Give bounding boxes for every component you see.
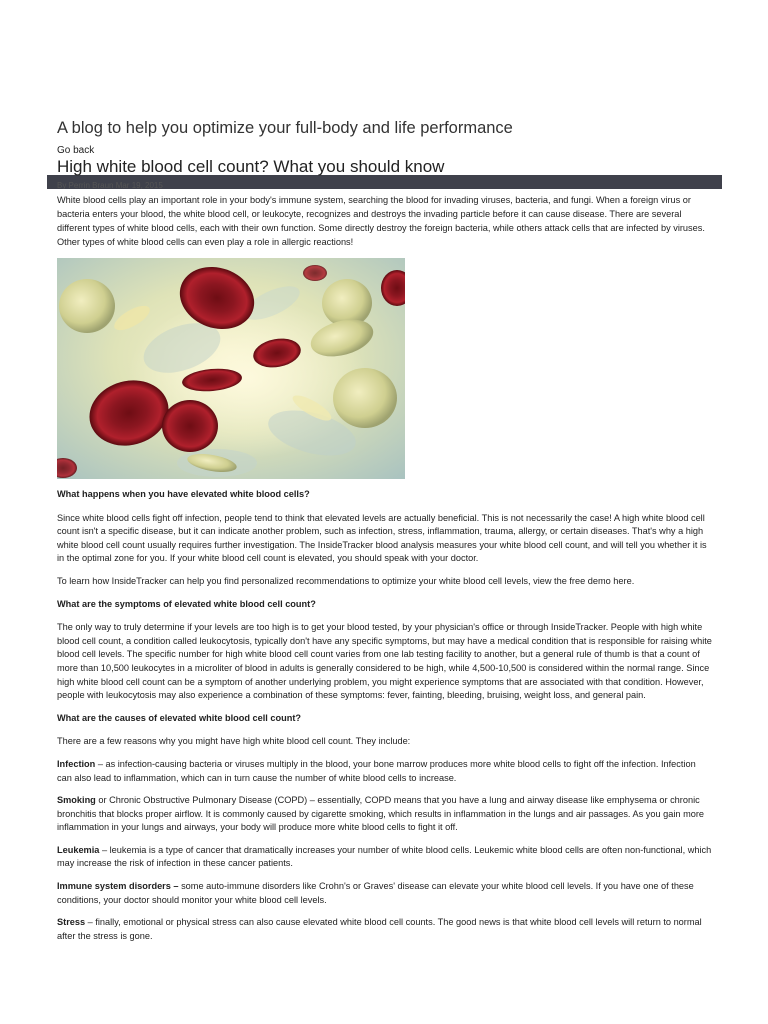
paragraph-elevated-1: Since white blood cells fight off infection, people tend to think that elevated levels are actually beneficial. This is not necessarily the case! A high white blood cell count isn't a specific disease, but it can indicate another problem, such as infection, stress, inflammation, trauma, allergy, or certain diseases. That's why a high white blood cell count usually requires further investigation. The InsideTracker blood analysis measures your white blood cell count, and will tell you whether it is in the optimal zone for you. If your white blood cell count is elevated, you should speak with your doctor.	[57, 512, 707, 564]
paragraph-elevated-2: To learn how InsideTracker can help you find personalized recommendations to optimize your white blood cell levels, view the free demo here.	[57, 575, 635, 586]
cause-text: – finally, emotional or physical stress can also cause elevated white blood cell counts. The good news is that white blood cell levels will return to normal after the stress is gone.	[57, 917, 702, 941]
paragraph-causes-intro: There are a few reasons why you might have high white blood cell count. They include:	[57, 736, 411, 747]
article-byline: By Perrin Braun Mar 19, 2015	[57, 181, 163, 189]
blog-tagline: A blog to help you optimize your full-body and life performance	[57, 119, 513, 137]
cause-item	[57, 880, 713, 907]
cause-item	[57, 794, 713, 835]
cause-text: or Chronic Obstructive Pulmonary Disease (COPD) – essentially, COPD means that you have a lung and airway disease like emphysema or chronic bronchitis that blocks proper airflow. It is commonly caused by cigarette smoking, which results in inflammation in the lungs and air passages. As you gain more inflammation in your lungs and airways, your body will produce more white blood cells to fight it off.	[57, 795, 705, 833]
blood-cells-image	[57, 258, 405, 479]
cause-term: Infection	[57, 758, 96, 769]
article-body	[57, 488, 713, 952]
cause-item	[57, 916, 713, 943]
cause-item	[57, 758, 713, 785]
section-heading-elevated: What happens when you have elevated white blood cells?	[57, 489, 310, 499]
section-heading-causes: What are the causes of elevated white blood cell count?	[57, 712, 302, 723]
cause-term: Leukemia	[57, 844, 100, 855]
intro-paragraph: White blood cells play an important role in your body's immune system, searching the blood for invading viruses, bacteria, and fungi. When a foreign virus or bacteria enters your blood, the white blood cell, or leukocyte, recognizes and destroys the invading particle before it can cause disease. There are several different types of white blood cells, each with their own function. Some directly destroy the foreign bacteria, while others attack cells that are infected by viruses. Other types of white blood cells can even play a role in allergic reactions!	[57, 195, 705, 247]
cause-text: – leukemia is a type of cancer that dramatically increases your number of white blood cells. Leukemic white blood cells are often non-functional, which may increase the risk of infection in these cancer patients.	[57, 844, 712, 869]
article-title: High white blood cell count? What you should know	[57, 157, 445, 176]
cause-item	[57, 844, 713, 871]
cause-text: – as infection-causing bacteria or viruses multiply in the blood, your bone marrow produces more white blood cells to fight off the infection. Infection can also lead to inflammation, which can in turn cause the number of white blood cells to increase.	[57, 758, 696, 783]
cause-term: Smoking	[57, 795, 96, 806]
cause-term: Stress	[57, 917, 86, 928]
cause-text: some auto-immune disorders like Crohn's or Graves' disease can elevate your white blood cell levels. If you have one of these conditions, your doctor should monitor your white blood cell levels.	[57, 881, 694, 905]
section-heading-symptoms: What are the symptoms of elevated white blood cell count?	[57, 598, 316, 609]
paragraph-symptoms: The only way to truly determine if your levels are too high is to get your blood tested, by your physician's office or through InsideTracker. People with high white blood cell count, a condition called leukocytosis, typically don't have any specific symptoms, but may have a medical condition that is responsible for raising white blood cell levels. The specific number for high white blood cell count varies from one lab testing facility to another, but a general rule of thumb is that a count of more than 10,500 leukocytes in a microliter of blood in adults is generally considered to be high, while 4,500-10,500 is considered within the normal range. Since high white blood cell count can be a symptom of another underlying problem, you might experience symptoms that are associated with that condition. However, people with leukocytosis may also experience a combination of these symptoms: fever, fainting, bleeding, bruising, weight loss, and general pain.	[57, 622, 712, 701]
go-back-link[interactable]: Go back	[57, 145, 95, 156]
cause-term: Immune system disorders –	[57, 881, 179, 892]
